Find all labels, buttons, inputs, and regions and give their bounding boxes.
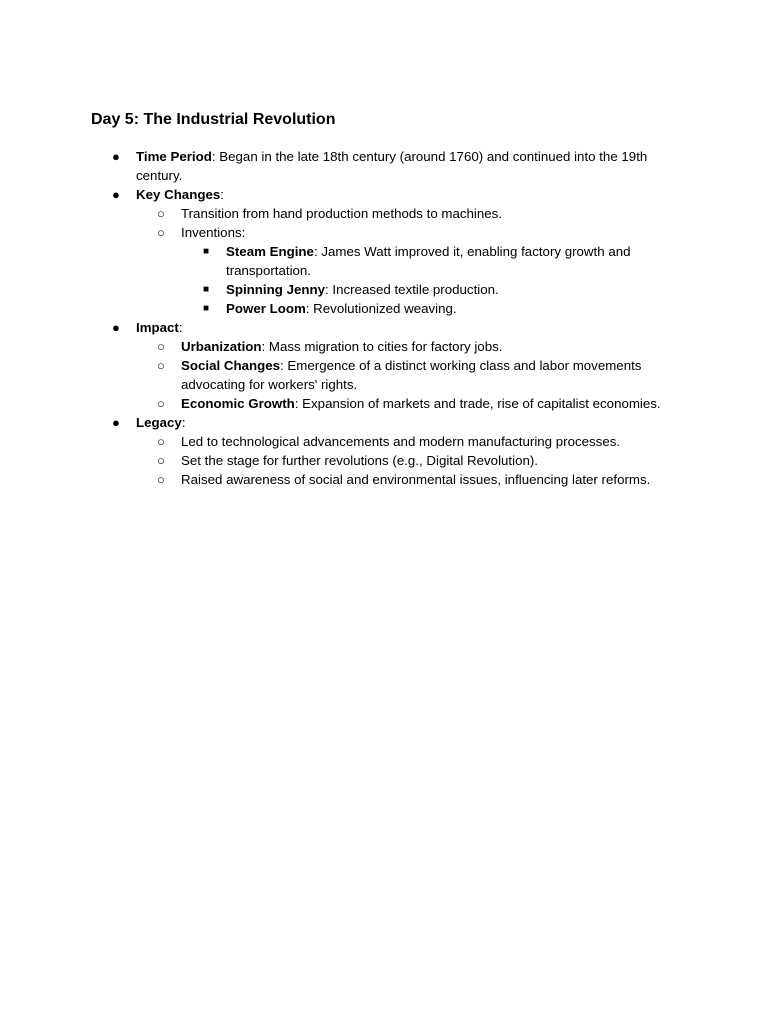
bullet-circle-icon: ○ [157, 396, 165, 411]
list-item-spinning-jenny [0, 280, 676, 299]
list-item-legacy-stage [0, 451, 676, 470]
bullet-circle-icon: ○ [157, 339, 165, 354]
bullet-circle-icon: ○ [157, 434, 165, 449]
item-text: : Emergence of a distinct working class and labor movements advocating for workers' rights. [181, 358, 642, 392]
bullet-square-icon: ■ [203, 303, 210, 314]
item-text: Led to technological advancements and modern manufacturing processes. [181, 434, 621, 449]
page-title: Day 5: The Industrial Revolution [91, 111, 336, 128]
list-item-economic-growth [0, 394, 676, 413]
list-item-transition [0, 204, 676, 223]
item-text: Inventions: [181, 225, 246, 240]
bullet-square-icon: ■ [203, 246, 210, 257]
item-text: : James Watt improved it, enabling factory growth and transportation. [226, 244, 631, 278]
item-text: Set the stage for further revolutions (e.g., Digital Revolution). [181, 453, 538, 468]
list-item-legacy-tech [0, 432, 676, 451]
item-text: : [181, 415, 186, 430]
bullet-circle-icon: ○ [157, 358, 165, 373]
item-label: Impact [136, 320, 179, 335]
bullet-square-icon: ■ [203, 284, 210, 295]
bullet-circle-icon: ○ [157, 472, 165, 487]
list-item-social-changes [0, 356, 676, 394]
item-text: Raised awareness of social and environmental issues, influencing later reforms. [181, 472, 651, 487]
item-label: Urbanization [181, 339, 262, 354]
item-label: Power Loom [226, 301, 306, 316]
list-item-time-period [0, 147, 676, 185]
list-item-key-changes [0, 185, 676, 204]
item-label: Key Changes [136, 187, 221, 202]
item-text: Transition from hand production methods to machines. [181, 206, 503, 221]
list-item-legacy-awareness [0, 470, 676, 489]
bullet-disc-icon: ● [112, 149, 120, 164]
list-item-power-loom [0, 299, 676, 318]
bullet-circle-icon: ○ [157, 453, 165, 468]
item-text: : Mass migration to cities for factory jobs. [261, 339, 503, 354]
list-item-impact [0, 318, 676, 337]
item-label: Economic Growth [181, 396, 295, 411]
bullet-circle-icon: ○ [157, 225, 165, 240]
list-item-inventions [0, 223, 676, 242]
bullet-disc-icon: ● [112, 415, 120, 430]
list-item-urbanization [0, 337, 676, 356]
item-text: : [178, 320, 183, 335]
item-text: : Began in the late 18th century (around 1760) and continued into the 19th century. [136, 149, 648, 183]
item-label: Legacy [136, 415, 182, 430]
item-text: : [220, 187, 224, 202]
item-text: : Increased textile production. [325, 282, 499, 297]
outline-list [0, 147, 768, 489]
bullet-disc-icon: ● [112, 187, 120, 202]
item-label: Spinning Jenny [226, 282, 325, 297]
item-label: Social Changes [181, 358, 281, 373]
bullet-disc-icon: ● [112, 320, 120, 335]
bullet-circle-icon: ○ [157, 206, 165, 221]
list-item-legacy [0, 413, 676, 432]
item-text: : Expansion of markets and trade, rise of capitalist economies. [294, 396, 661, 411]
item-label: Time Period [136, 149, 212, 164]
item-label: Steam Engine [226, 244, 314, 259]
list-item-steam-engine [0, 242, 676, 280]
item-text: : Revolutionized weaving. [305, 301, 457, 316]
